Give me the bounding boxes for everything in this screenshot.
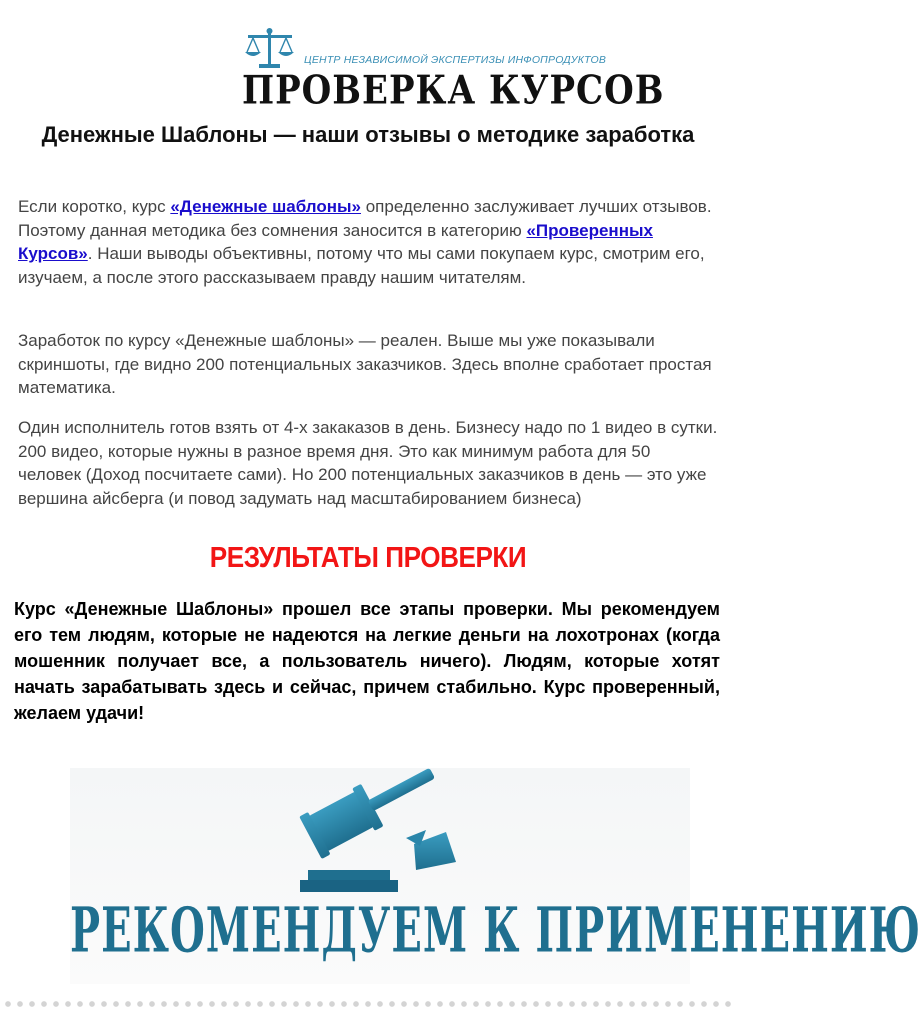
category-link[interactable]: «Проверенных Курсов» <box>18 220 653 263</box>
intro-text-1: Если коротко, курс <box>18 197 171 216</box>
site-logo[interactable] <box>240 24 665 114</box>
intro-text-2: определенно заслуживает лучших отзывов. Поэтому данная методика без сомнения заносится в категорию <box>18 197 712 240</box>
results-heading: РЕЗУЛЬТАТЫ ПРОВЕРКИ <box>209 542 527 574</box>
intro-text-3: . Наши выводы объективны, потому что мы сами покупаем курс, смотрим его, изучаем, а после этого рассказываем правду нашим читателям. <box>18 244 705 287</box>
math-paragraph: Один исполнитель готов взять от 4-х закаказов в день. Бизнесу надо по 1 видео в сутки. 200 видео, которые нужны в разное время дня. Это как минимум работа для 50 человек (Доход посчитаете сами). Но 200 потенциальных заказчиков в день — это уже вершина айсберга (и повод задумать над масштабированием бизнеса) <box>18 418 718 508</box>
intro-paragraph <box>18 195 718 289</box>
logo-brand: ПРОВЕРКА КУРСОВ <box>242 68 665 114</box>
earnings-paragraph: Заработок по курсу «Денежные шаблоны» — реален. Выше мы уже показывали скриншоты, где видно 200 потенциальных заказчиков. Здесь вполне сработает простая математика. <box>18 331 712 397</box>
scales-icon <box>244 28 296 70</box>
logo-tagline: ЦЕНТР НЕЗАВИСИМОЙ ЭКСПЕРТИЗЫ ИНФОПРОДУКТОВ <box>304 54 607 66</box>
banner-text: РЕКОМЕНДУЕМ К ПРИМЕНЕНИЮ <box>70 894 921 967</box>
dotted-divider <box>0 1000 736 1008</box>
page-title: Денежные Шаблоны — наши отзывы о методике заработка <box>41 122 695 147</box>
recommend-banner <box>70 768 921 984</box>
course-link[interactable]: «Денежные шаблоны» <box>170 197 361 216</box>
gavel-icon <box>296 772 466 896</box>
verdict-paragraph: Курс «Денежные Шаблоны» прошел все этапы проверки. Мы рекомендуем его тем людям, которые не надеются на легкие деньги на лохотронах (когда мошенник получает все, а пользователь ничего). Людям, которые хотят начать зарабатывать здесь и сейчас, причем стабильно. Курс проверенный, желаем удачи! <box>14 599 720 723</box>
